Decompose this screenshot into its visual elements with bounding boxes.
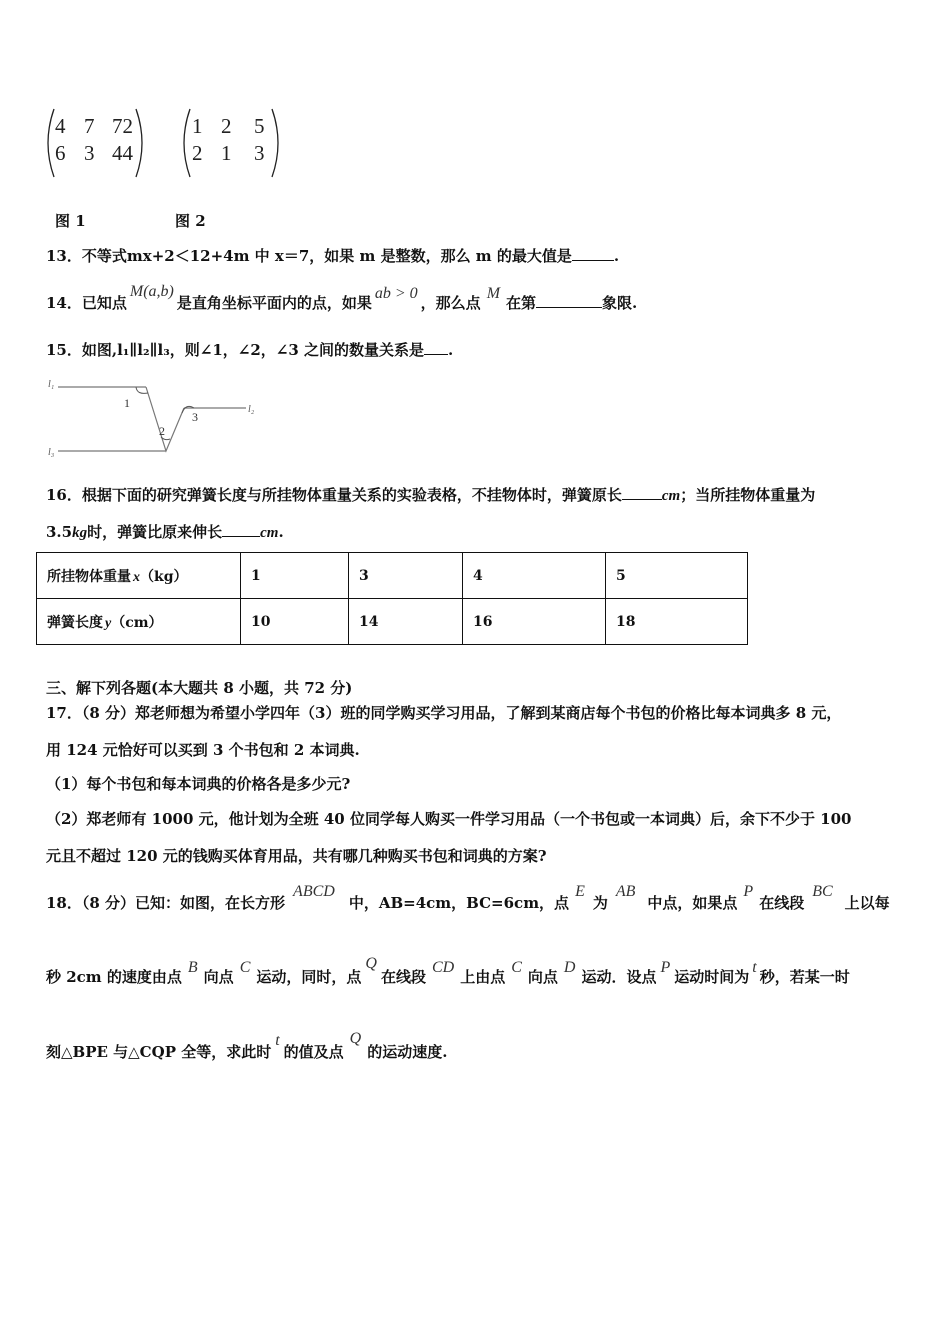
q18-text: 向点 xyxy=(527,968,558,986)
question-17-sub2-line2: 元且不超过 120 元的钱购买体育用品，共有哪几种购买书包和词典的方案? xyxy=(46,847,547,865)
row2-label: 弹簧长度 xyxy=(47,614,103,631)
q18-var: D xyxy=(563,959,576,976)
question-18-line2 xyxy=(46,955,850,987)
q18-text: 秒，若某一时 xyxy=(759,968,850,986)
label-angle-2: 2 xyxy=(159,424,165,438)
header-var: x xyxy=(133,569,140,585)
row2-unit: （cm） xyxy=(111,614,163,631)
answer-blank xyxy=(622,485,662,500)
zigzag-path xyxy=(146,387,184,451)
matrix1-cell: 7 xyxy=(84,114,95,138)
q16-end: . xyxy=(278,523,284,541)
q18-text: 运动，同时，点 xyxy=(256,968,362,986)
figure-caption-2: 图 2 xyxy=(175,212,206,230)
q18-var: t xyxy=(752,959,757,976)
q14-point-m: M xyxy=(486,285,501,302)
answer-blank xyxy=(536,293,602,308)
matrix2-cell: 2 xyxy=(192,141,203,165)
q18-var: CD xyxy=(431,959,455,976)
q14-middle: 是直角坐标平面内的点，如果 xyxy=(176,294,372,312)
q16-weight: 3.5 xyxy=(46,523,73,541)
parallel-lines-figure xyxy=(44,375,264,465)
matrix2-cell: 3 xyxy=(254,141,265,165)
q18-text: 上由点 xyxy=(460,968,506,986)
q18-text: 为 xyxy=(592,894,608,912)
q13-end: . xyxy=(613,247,620,265)
q14-after: ，那么点 xyxy=(420,294,481,312)
label-l2: l₂ xyxy=(248,404,255,415)
row2-var: y xyxy=(105,615,112,631)
q18-var: Q xyxy=(365,955,377,972)
label-l1: l₁ xyxy=(48,379,55,390)
matrix2-cell: 1 xyxy=(192,114,203,138)
question-17-line2: 用 124 元恰好可以买到 3 个书包和 2 本词典. xyxy=(46,741,360,759)
table-cell: 16 xyxy=(463,599,606,645)
q14-condition: ab > 0 xyxy=(374,285,418,302)
question-13 xyxy=(46,245,619,266)
question-17-sub1: （1）每个书包和每本词典的价格各是多少元? xyxy=(46,775,351,793)
question-17-line1: 17．（8 分）郑老师想为希望小学四年（3）班的同学购买学习用品，了解到某商店每个书包的价格比每本词典多 8 元， xyxy=(46,704,842,722)
question-16-line1 xyxy=(46,484,815,505)
q18-var: P xyxy=(743,883,754,900)
label-angle-1: 1 xyxy=(124,396,130,410)
matrix1 xyxy=(55,114,145,174)
header-unit: （kg） xyxy=(140,568,188,585)
q18-text: 中点，如果点 xyxy=(647,894,738,912)
q18-var: AB xyxy=(615,883,636,900)
q14-tail: 在第 xyxy=(506,294,537,312)
table-header-cell xyxy=(37,599,241,645)
spring-data-table xyxy=(36,552,748,645)
question-18-line3 xyxy=(46,1030,448,1062)
q18-text: 向点 xyxy=(203,968,234,986)
q18-text: 刻△BPE 与△CQP 全等，求此时 xyxy=(46,1043,272,1061)
matrix1-cell: 4 xyxy=(55,114,66,138)
q18-var: BC xyxy=(812,883,833,900)
matrix2-cell: 5 xyxy=(254,114,265,138)
question-18-line1 xyxy=(46,883,890,913)
table-cell: 14 xyxy=(349,599,463,645)
q15-text: 15．如图,l₁∥l₂∥l₃，则∠1，∠2，∠3 之间的数量关系是 xyxy=(46,341,425,359)
matrix2 xyxy=(192,114,282,174)
q16-unit-cm-2: cm xyxy=(260,525,279,541)
table-cell: 10 xyxy=(241,599,349,645)
answer-blank xyxy=(572,246,614,261)
q16-text-c: 时，弹簧比原来伸长 xyxy=(87,523,223,541)
q18-var: C xyxy=(239,959,251,976)
q18-text: 秒 2cm 的速度由点 xyxy=(46,968,182,986)
q18-var: ABCD xyxy=(293,883,335,900)
q18-text: 上以每 xyxy=(844,894,890,912)
question-14 xyxy=(46,283,638,313)
question-15 xyxy=(46,339,453,360)
question-16-line2 xyxy=(46,521,284,542)
q13-text: 13．不等式mx+2＜12+4m 中 x＝7，如果 m 是整数，那么 m 的最大值是 xyxy=(46,247,572,265)
q18-text: 运动时间为 xyxy=(674,968,750,986)
q18-var: E xyxy=(575,883,585,900)
matrix1-cell: 6 xyxy=(55,141,66,165)
q18-var: Q xyxy=(349,1030,362,1047)
table-cell: 3 xyxy=(349,553,463,599)
table-header-cell xyxy=(37,553,241,599)
q14-point-expr: M(a,b) xyxy=(129,283,174,300)
q16-unit-cm: cm xyxy=(661,488,681,504)
table-row xyxy=(37,553,748,599)
table-cell: 5 xyxy=(606,553,748,599)
q16-text-b: ；当所挂物体重量为 xyxy=(680,486,816,504)
label-l3: l₃ xyxy=(48,447,55,458)
answer-blank xyxy=(222,522,260,537)
q18-text: 的值及点 xyxy=(283,1043,344,1061)
matrix1-cell: 44 xyxy=(112,141,133,165)
table-row xyxy=(37,599,748,645)
section-3-heading: 三、解下列各题(本大题共 8 小题，共 72 分) xyxy=(46,679,353,697)
header-label: 所挂物体重量 xyxy=(47,568,131,585)
q18-text: 运动．设点 xyxy=(581,968,657,986)
q16-unit-kg: kg xyxy=(72,525,88,541)
q18-text: 中，AB=4cm，BC=6cm，点 xyxy=(348,894,570,912)
q18-var: B xyxy=(187,959,198,976)
question-17-sub2-line1: （2）郑老师有 1000 元，他计划为全班 40 位同学每人购买一件学习用品（一个书包或一本词典）后，余下不少于 100 xyxy=(46,810,852,828)
q18-text: 18．（8 分）已知：如图，在长方形 xyxy=(46,894,286,912)
figure-caption-1: 图 1 xyxy=(55,212,86,230)
matrix1-cell: 72 xyxy=(112,114,133,138)
table-cell: 1 xyxy=(241,553,349,599)
q14-end: 象限. xyxy=(602,294,638,312)
q18-text: 的运动速度. xyxy=(367,1043,448,1061)
q14-prefix: 14．已知点 xyxy=(46,294,127,312)
table-cell: 18 xyxy=(606,599,748,645)
table-cell: 4 xyxy=(463,553,606,599)
label-angle-3: 3 xyxy=(192,410,198,424)
matrix2-cell: 1 xyxy=(221,141,232,165)
q18-var: P xyxy=(660,959,671,976)
q18-text: 在线段 xyxy=(380,968,426,986)
answer-blank xyxy=(424,340,448,355)
q16-text-a: 16．根据下面的研究弹簧长度与所挂物体重量关系的实验表格，不挂物体时，弹簧原长 xyxy=(46,486,622,504)
q15-end: . xyxy=(448,341,454,359)
matrix2-cell: 2 xyxy=(221,114,232,138)
matrix1-cell: 3 xyxy=(84,141,95,165)
q18-var: t xyxy=(275,1032,280,1049)
q18-var: C xyxy=(511,959,522,976)
q18-text: 在线段 xyxy=(759,894,805,912)
